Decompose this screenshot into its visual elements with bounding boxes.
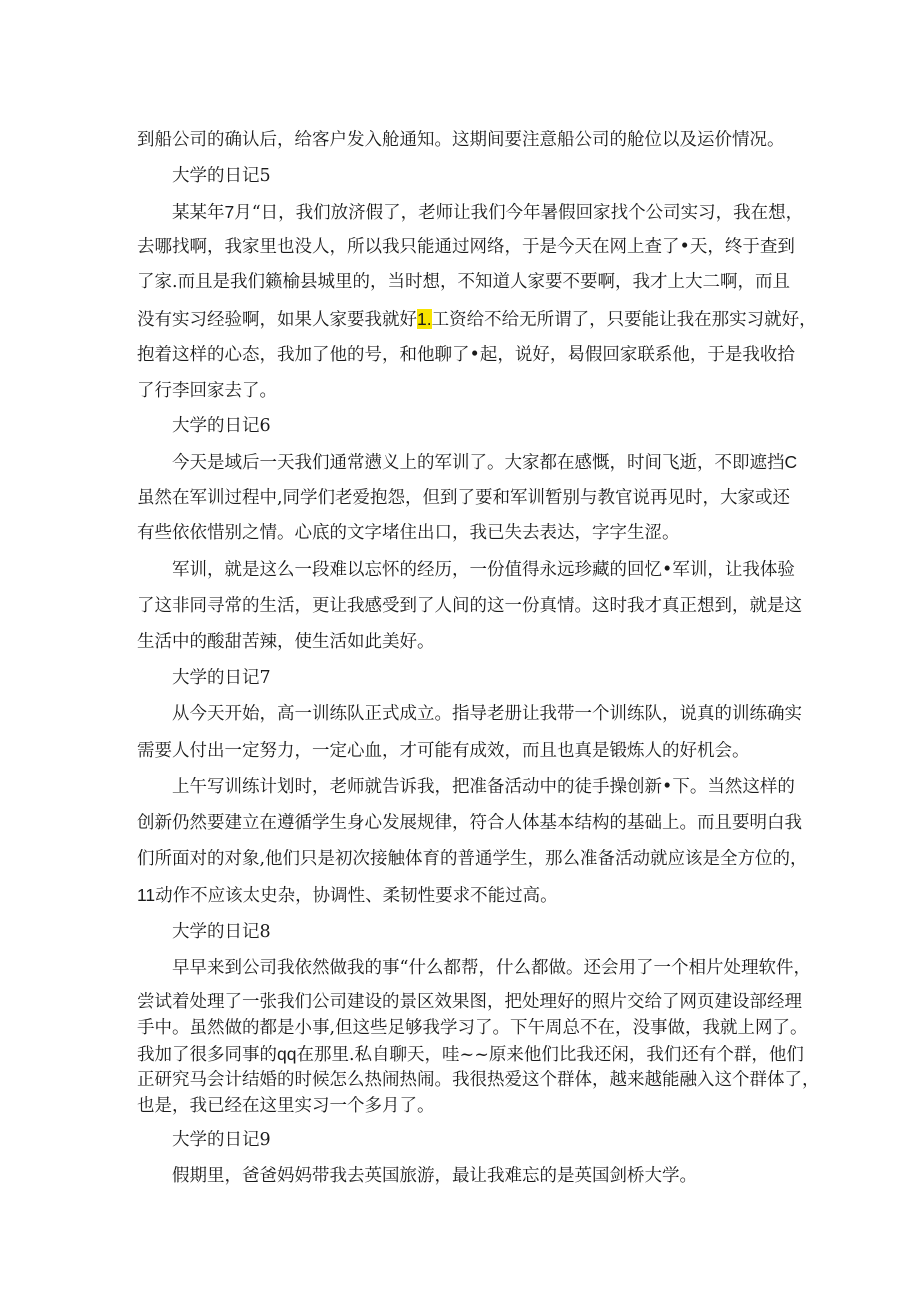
paragraph-line: 需要人付出一定努力，一定心血，才可能有成效，而且也真是锻炼人的好机会。: [137, 741, 750, 761]
diary-7-heading: 大学的日记7: [172, 668, 271, 688]
diary-5-heading: 大学的日记5: [172, 166, 271, 186]
paragraph-line: 了行李回家去了。: [137, 381, 277, 401]
paragraph-line: 有些依依惜别之情。心底的文字堵住出口，我已失去表达，字字生涩。: [137, 523, 680, 543]
paragraph-line: 虽然在军训过程中,同学们老爱抱怨，但到了要和军训暂别与教官说再见时，大家或还: [137, 488, 791, 508]
paragraph-line: 创新仍然要建立在遵循学生身心发展规律，符合人体基本结构的基础上。而且要明白我: [137, 813, 802, 833]
paragraph-line: 到船公司的确认后，给客户发入舱通知。这期间要注意船公司的舱位以及运价情况。: [137, 130, 785, 150]
paragraph-line: 尝试着处理了一张我们公司建设的景区效果图，把处理好的照片交给了网页建设部经理: [137, 992, 802, 1012]
paragraph-line: 正研究马会计结婚的时候怎么热闹热闹。我很热爱这个群体，越来越能融入这个群体了，: [137, 1070, 820, 1090]
paragraph-line: 没有实习经验啊，如果人家要我就好1.工资给不给无所谓了，只要能让我在那实习就好，: [137, 309, 817, 330]
paragraph-line: 上午写训练计划时，老师就告诉我，把准备活动中的徒手操创新•下。当然这样的: [172, 777, 795, 797]
paragraph-line: 生活中的酸甜苦辣，使生活如此美好。: [137, 632, 435, 652]
diary-6-heading: 大学的日记6: [172, 416, 271, 436]
diary-8-heading: 大学的日记8: [172, 922, 271, 942]
paragraph-line: 某某年7月“日，我们放济假了，老师让我们今年暑假回家找个公司实习，我在想，: [172, 202, 804, 223]
paragraph-line: 也是，我已经在这里实习一个多月了。: [137, 1096, 435, 1116]
paragraph-line: 了家.而且是我们籁榆县城里的，当时想，不知道人家要不要啊，我才上大二啊，而且: [137, 272, 791, 292]
paragraph-line: 我加了很多同事的qq在那里.私自聊天，哇~~原来他们比我还闲，我们还有个群，他们: [137, 1044, 804, 1065]
paragraph-line: 军训，就是这么一段难以忘怀的经历，一份值得永远珍藏的回忆•军训，让我体验: [172, 560, 795, 580]
paragraph-line: 们所面对的对象,他们只是初次接触体育的普通学生，那么准备活动就应该是全方位的，: [137, 849, 808, 869]
diary-9-heading: 大学的日记9: [172, 1130, 271, 1150]
paragraph-line: 今天是域后一天我们通常懑义上的军训了。大家都在感慨，时间飞逝，不即遮挡C: [172, 452, 798, 473]
paragraph-line: 抱着这样的心态，我加了他的号，和他聊了•起，说好，曷假回家联系他，于是我收拾: [137, 345, 795, 365]
highlighted-number: 1.: [417, 309, 432, 329]
paragraph-line: 早早来到公司我依然做我的事“什么都帮，什么都做。还会用了一个相片处理软件，: [172, 958, 811, 978]
paragraph-line: 11动作不应该太史杂，协调性、柔韧性要求不能过高。: [137, 885, 558, 906]
paragraph-line: 去哪找啊，我家里也没人，所以我只能通过网络，于是今天在网上查了•天，终于查到: [137, 237, 795, 257]
paragraph-line: 了这非同寻常的生活，更让我感受到了人间的这一份真情。这时我才真正想到，就是这: [137, 596, 802, 616]
paragraph-line: 手中。虽然做的都是小事,但这些足够我学习了。下午周总不在，没事做，我就上网了。: [137, 1018, 808, 1038]
paragraph-line: 假期里，爸爸妈妈带我去英国旅游，最让我难忘的是英国剑桥大学。: [172, 1166, 697, 1186]
paragraph-line: 从今天开始，高一训练队正式成立。指导老册让我带一个训练队，说真的训练确实: [172, 704, 802, 724]
